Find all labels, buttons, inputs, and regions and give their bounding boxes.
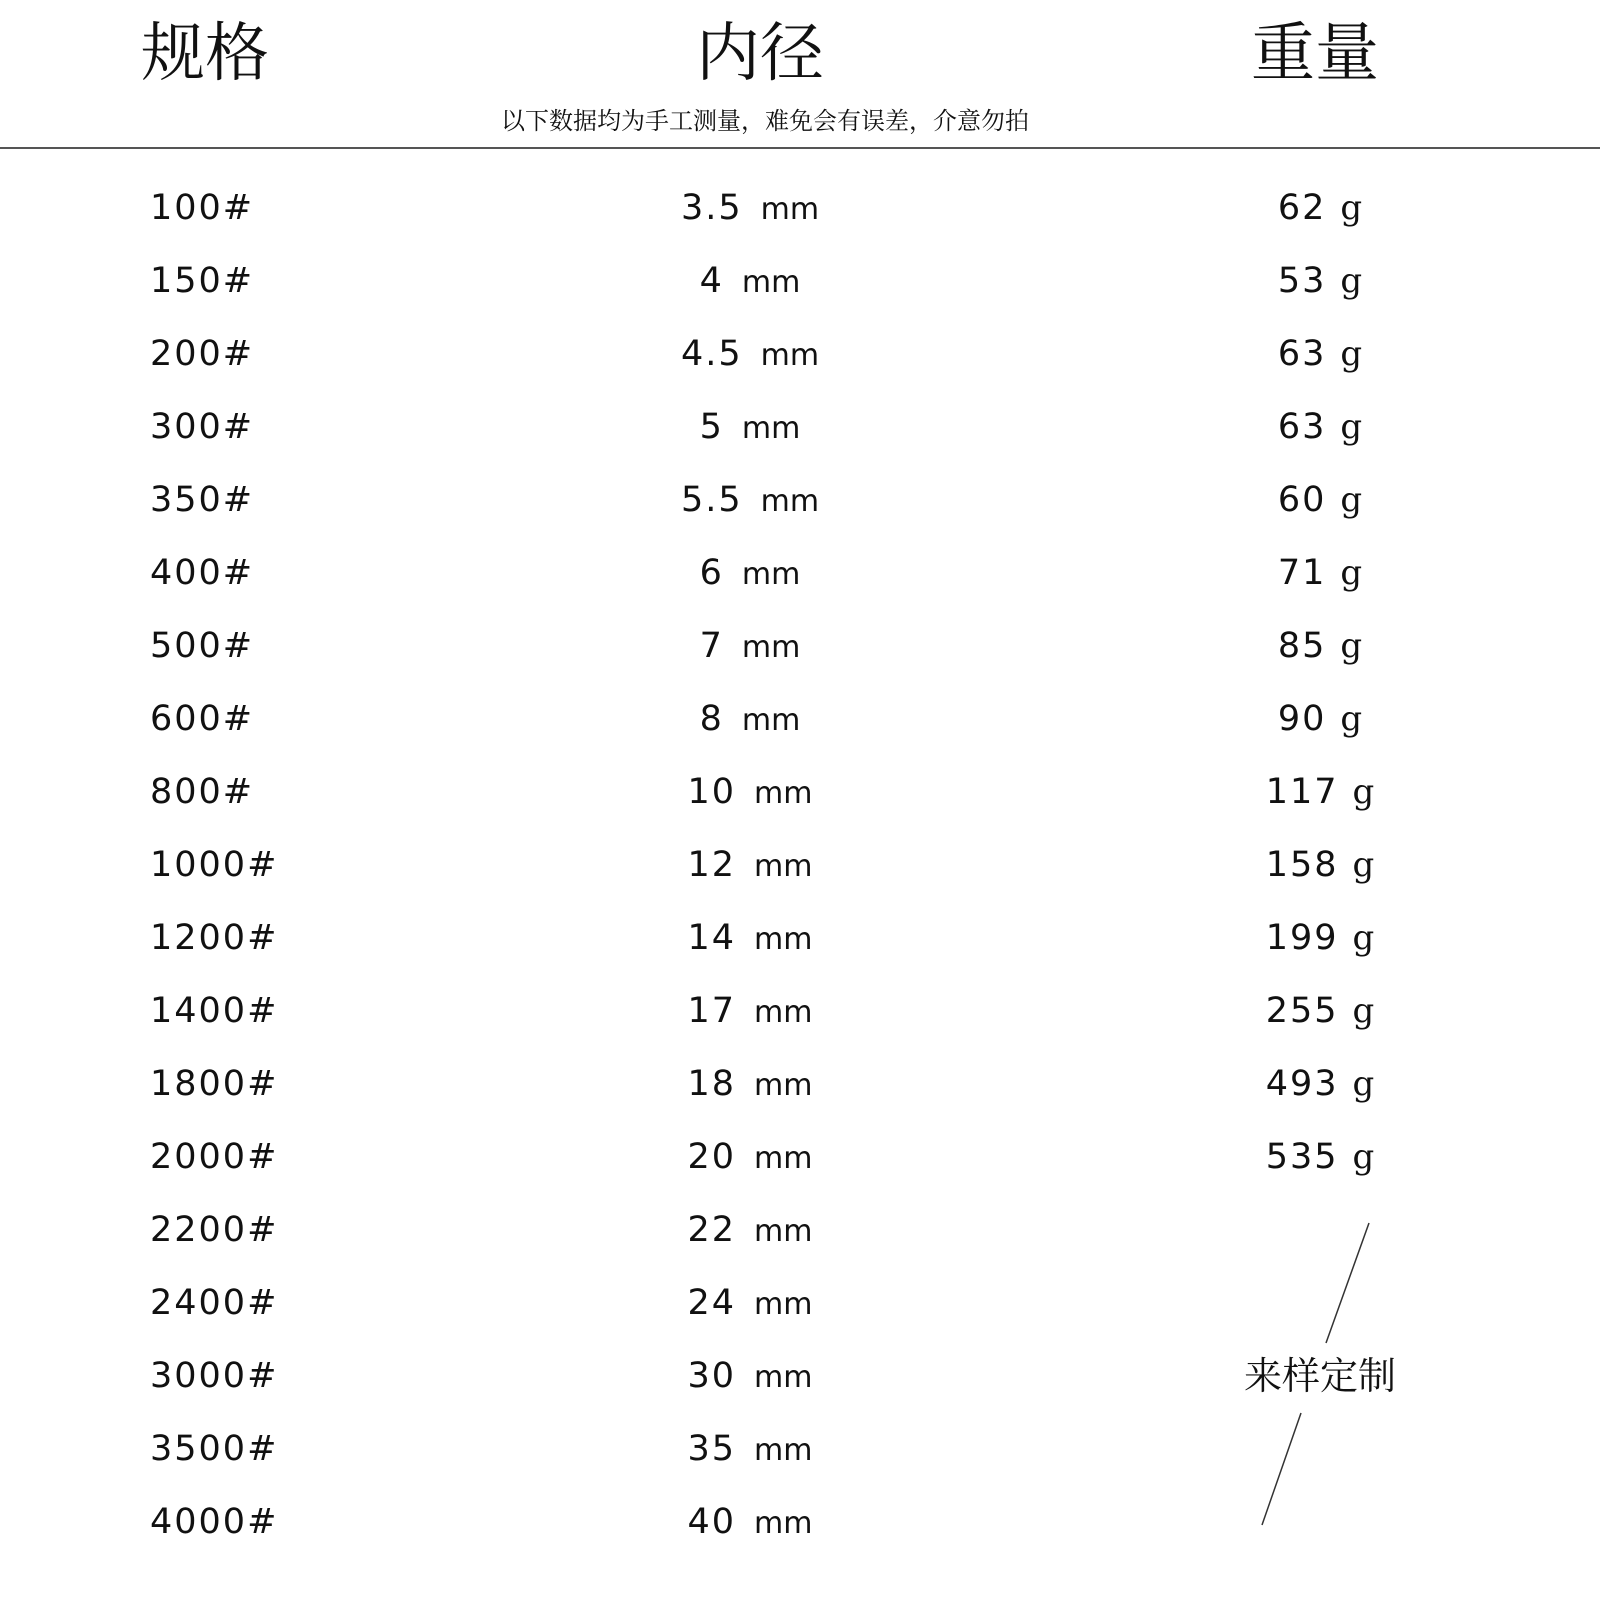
weight-cell	[1170, 259, 1470, 303]
spec-cell: 2400#	[150, 1283, 279, 1323]
table-row	[0, 610, 1600, 683]
diameter-value: 17	[687, 991, 737, 1031]
table-row	[0, 1194, 1600, 1267]
weight-unit: g	[1352, 772, 1375, 812]
table-row	[0, 756, 1600, 829]
diameter-cell	[590, 405, 910, 451]
diameter-unit: mm	[754, 849, 813, 884]
diameter-cell	[590, 1062, 910, 1108]
diameter-cell	[590, 186, 910, 232]
weight-value: 63	[1277, 407, 1327, 447]
weight-unit: g	[1352, 1064, 1375, 1104]
table-row	[0, 683, 1600, 756]
weight-value: 493	[1265, 1064, 1339, 1104]
table-row	[0, 1048, 1600, 1121]
diameter-unit: mm	[741, 703, 801, 738]
diameter-cell	[590, 478, 910, 524]
table-row	[0, 537, 1600, 610]
diameter-value: 6	[699, 553, 724, 593]
spec-cell: 3000#	[150, 1356, 279, 1396]
spec-cell: 800#	[150, 772, 255, 812]
diameter-value: 18	[687, 1064, 737, 1104]
table-row	[0, 1121, 1600, 1194]
weight-unit: g	[1340, 626, 1363, 666]
diameter-cell	[590, 1208, 910, 1254]
weight-value: 90	[1277, 699, 1327, 739]
weight-value: 117	[1265, 772, 1339, 812]
weight-value: 158	[1265, 845, 1339, 885]
diameter-cell	[590, 697, 910, 743]
table-row	[0, 1486, 1600, 1559]
table-row	[0, 172, 1600, 245]
diameter-value: 4	[699, 261, 724, 301]
weight-unit: g	[1352, 1137, 1375, 1177]
table-row	[0, 318, 1600, 391]
table-row	[0, 1267, 1600, 1340]
weight-value: 71	[1277, 553, 1327, 593]
diameter-unit: mm	[754, 1214, 813, 1249]
weight-cell	[1170, 478, 1470, 522]
weight-value: 199	[1265, 918, 1339, 958]
weight-cell	[1170, 770, 1470, 814]
diameter-cell	[590, 1354, 910, 1400]
weight-value: 62	[1277, 188, 1327, 228]
diameter-value: 8	[699, 699, 724, 739]
diameter-unit: mm	[760, 338, 820, 373]
diameter-unit: mm	[741, 630, 801, 665]
diameter-unit: mm	[754, 1433, 813, 1468]
diameter-cell	[590, 1500, 910, 1546]
weight-unit: g	[1340, 480, 1363, 520]
diameter-value: 5	[699, 407, 724, 447]
diameter-cell	[590, 989, 910, 1035]
diameter-unit: mm	[741, 557, 801, 592]
weight-value: 255	[1265, 991, 1339, 1031]
table-row	[0, 1413, 1600, 1486]
weight-unit: g	[1340, 334, 1363, 374]
weight-value: 63	[1277, 334, 1327, 374]
diameter-unit: mm	[754, 776, 813, 811]
weight-unit: g	[1352, 991, 1375, 1031]
weight-cell	[1170, 697, 1470, 741]
diameter-value: 5.5	[680, 480, 743, 520]
diameter-value: 7	[699, 626, 724, 666]
weight-cell	[1170, 916, 1470, 960]
table-row	[0, 391, 1600, 464]
diameter-unit: mm	[754, 1141, 813, 1176]
header-weight: 重量	[1251, 17, 1379, 91]
diameter-value: 22	[687, 1210, 737, 1250]
weight-unit: g	[1340, 553, 1363, 593]
diameter-unit: mm	[741, 411, 801, 446]
weight-unit: g	[1340, 699, 1363, 739]
diameter-cell	[590, 916, 910, 962]
table-row	[0, 245, 1600, 318]
diameter-unit: mm	[760, 484, 820, 519]
weight-unit: g	[1340, 407, 1363, 447]
weight-cell	[1170, 1135, 1470, 1179]
diameter-unit: mm	[760, 192, 820, 227]
diameter-unit: mm	[754, 1287, 813, 1322]
diameter-value: 14	[687, 918, 737, 958]
spec-cell: 400#	[150, 553, 255, 593]
spec-cell: 150#	[150, 261, 255, 301]
diameter-cell	[590, 843, 910, 889]
table-row	[0, 464, 1600, 537]
diameter-cell	[590, 259, 910, 305]
spec-cell: 2000#	[150, 1137, 279, 1177]
weight-cell	[1170, 624, 1470, 668]
diameter-cell	[590, 1281, 910, 1327]
diameter-unit: mm	[754, 1506, 813, 1541]
weight-value: 85	[1277, 626, 1327, 666]
diameter-unit: mm	[754, 995, 813, 1030]
diameter-value: 30	[687, 1356, 737, 1396]
spec-cell: 600#	[150, 699, 255, 739]
diameter-cell	[590, 332, 910, 378]
spec-cell: 500#	[150, 626, 255, 666]
diameter-cell	[590, 770, 910, 816]
weight-cell	[1170, 843, 1470, 887]
spec-cell: 350#	[150, 480, 255, 520]
weight-cell	[1170, 186, 1470, 230]
diameter-value: 3.5	[680, 188, 743, 228]
diameter-value: 35	[687, 1429, 737, 1469]
spec-cell: 100#	[150, 188, 255, 228]
spec-cell: 3500#	[150, 1429, 279, 1469]
weight-cell	[1170, 405, 1470, 449]
custom-order-label: 来样定制	[1243, 1354, 1396, 1398]
header-divider	[0, 147, 1600, 149]
diameter-cell	[590, 1427, 910, 1473]
diameter-unit: mm	[754, 1068, 813, 1103]
diameter-unit: mm	[754, 922, 813, 957]
diameter-cell	[590, 1135, 910, 1181]
diameter-value: 10	[687, 772, 737, 812]
spec-cell: 200#	[150, 334, 255, 374]
weight-cell	[1170, 1062, 1470, 1106]
spec-cell: 1400#	[150, 991, 279, 1031]
diameter-unit: mm	[741, 265, 801, 300]
diameter-value: 24	[687, 1283, 737, 1323]
weight-unit: g	[1340, 188, 1363, 228]
weight-value: 535	[1265, 1137, 1339, 1177]
diameter-value: 4.5	[680, 334, 743, 374]
spec-cell: 2200#	[150, 1210, 279, 1250]
weight-cell	[1170, 551, 1470, 595]
weight-unit: g	[1352, 918, 1375, 958]
table-row	[0, 975, 1600, 1048]
diameter-cell	[590, 624, 910, 670]
weight-value: 60	[1277, 480, 1327, 520]
weight-value: 53	[1277, 261, 1327, 301]
table-row	[0, 902, 1600, 975]
spec-cell: 1800#	[150, 1064, 279, 1104]
table-row	[0, 829, 1600, 902]
measurement-note: 以下数据均为手工测量，难免会有误差，介意勿拍	[501, 107, 1029, 135]
spec-cell: 4000#	[150, 1502, 279, 1542]
spec-cell: 1000#	[150, 845, 279, 885]
diameter-value: 12	[687, 845, 737, 885]
weight-unit: g	[1352, 845, 1375, 885]
diameter-unit: mm	[754, 1360, 813, 1395]
weight-cell	[1170, 332, 1470, 376]
diameter-value: 20	[687, 1137, 737, 1177]
header-spec: 规格	[141, 17, 269, 91]
spec-cell: 300#	[150, 407, 255, 447]
diameter-cell	[590, 551, 910, 597]
weight-cell	[1170, 989, 1470, 1033]
diameter-value: 40	[687, 1502, 737, 1542]
header-diameter: 内径	[696, 17, 824, 91]
spec-cell: 1200#	[150, 918, 279, 958]
weight-unit: g	[1340, 261, 1363, 301]
